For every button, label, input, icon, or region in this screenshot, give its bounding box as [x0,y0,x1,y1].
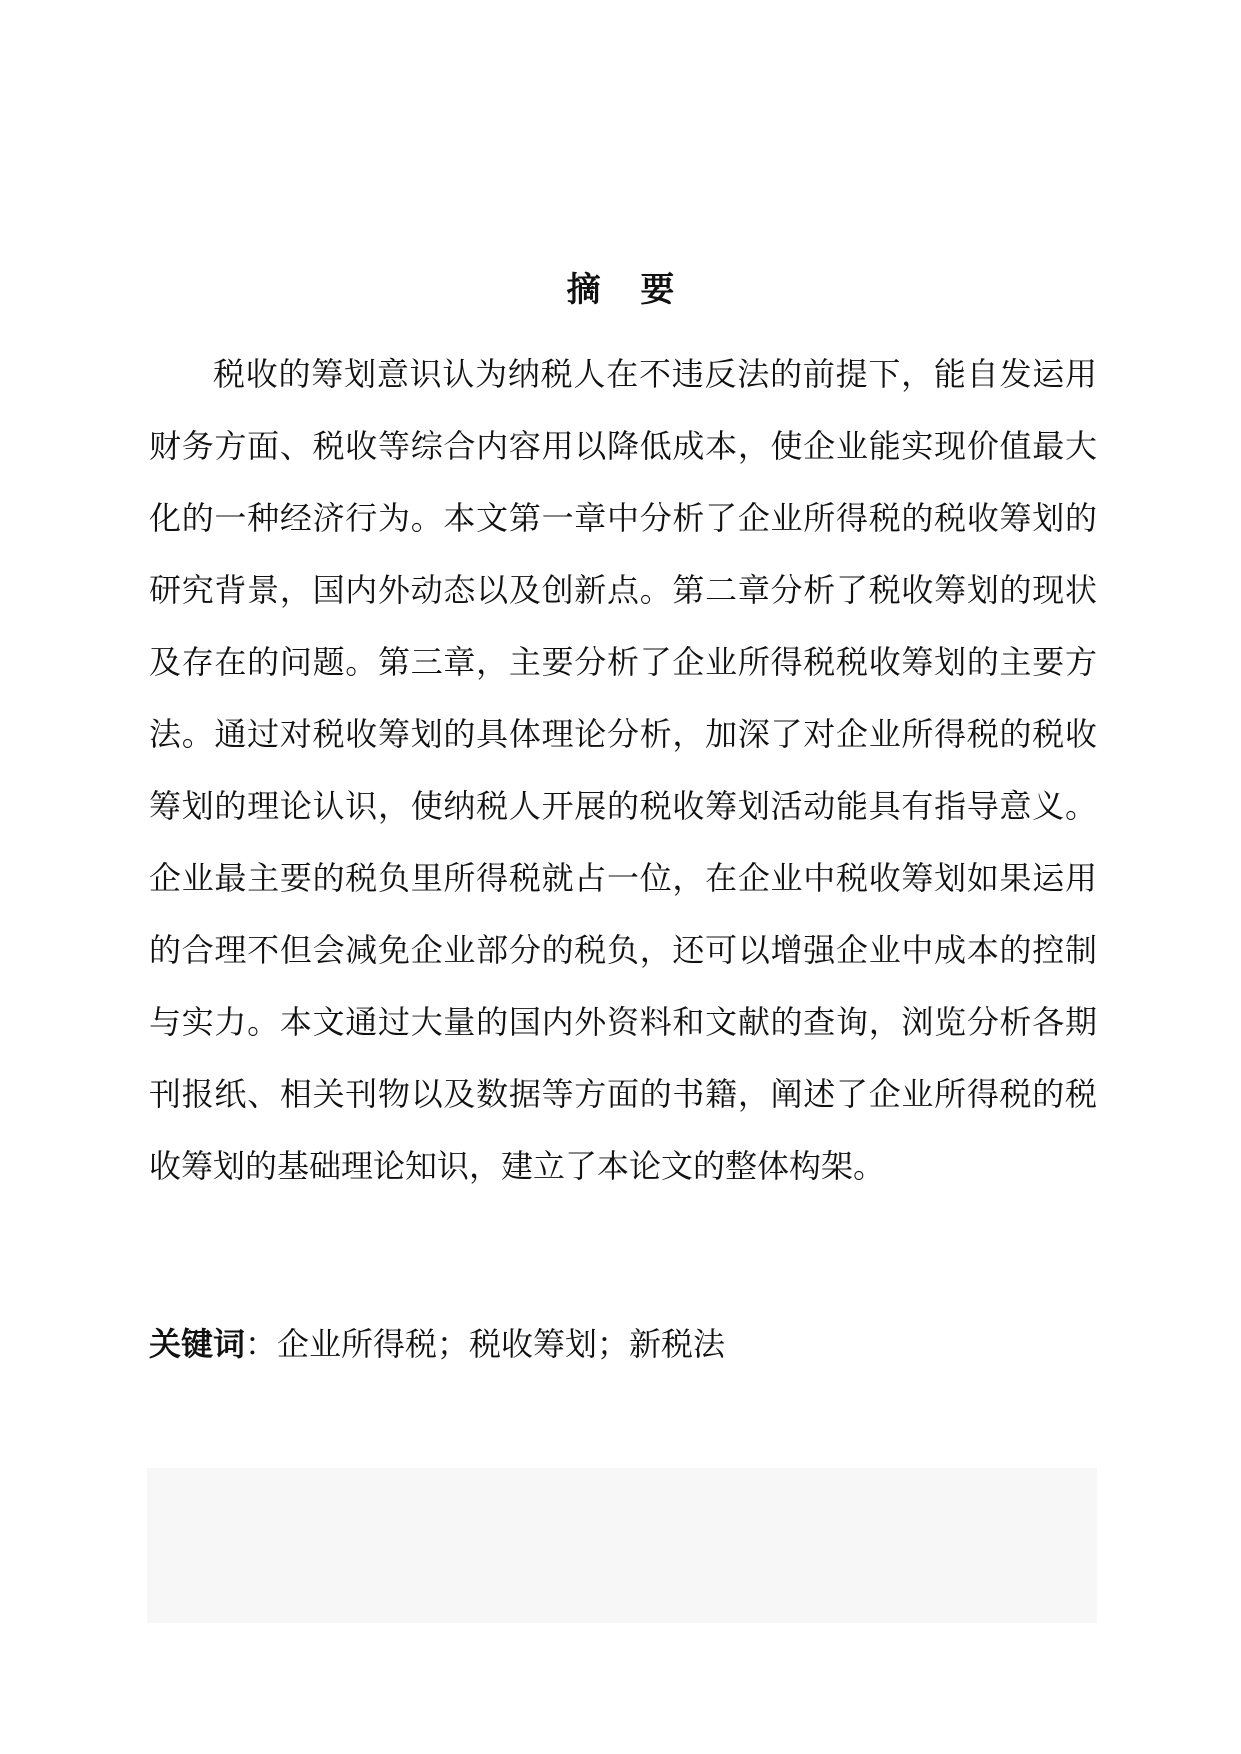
keywords-list: 企业所得税；税收筹划；新税法 [277,1325,726,1363]
keywords-line [149,1308,1097,1380]
abstract-body: 税收的筹划意识认为纳税人在不违反法的前提下，能自发运用财务方面、税收等综合内容用以降低成本，使企业能实现价值最大化的一种经济行为。本文第一章中分析了企业所得税的税收筹划的研究背景，国内外动态以及创新点。第二章分析了税收筹划的现状及存在的问题。第三章，主要分析了企业所得税税收筹划的主要方法。通过对税收筹划的具体理论分析，加深了对企业所得税的税收筹划的理论认识，使纳税人开展的税收筹划活动能具有指导意义。企业最主要的税负里所得税就占一位，在企业中税收筹划如果运用的合理不但会减免企业部分的税负，还可以增强企业中成本的控制与实力。本文通过大量的国内外资料和文献的查询，浏览分析各期刊报纸、相关刊物以及数据等方面的书籍，阐述了企业所得税的税收筹划的基础理论知识，建立了本论文的整体构架。 [149,355,1097,1185]
abstract-title: 摘 要 [566,270,689,310]
keywords-label: 关键词 [149,1325,246,1363]
keywords-separator: ： [245,1325,278,1363]
blank-gray-area [147,1468,1097,1623]
